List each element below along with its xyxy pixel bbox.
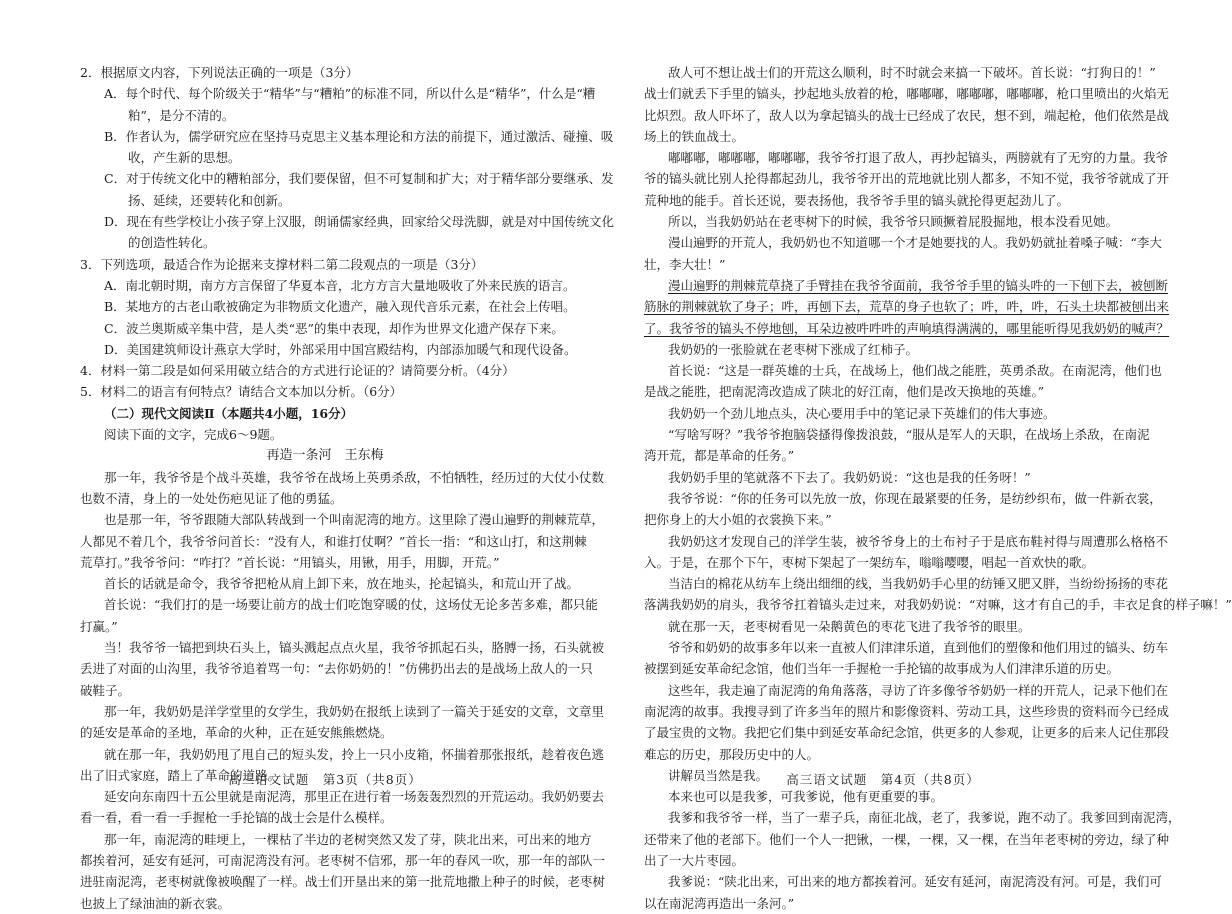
story-title: 再造一条河 王东梅 bbox=[266, 448, 384, 464]
paragraph-line: 丢进了对面的山沟里，我爷爷追着骂一句：“去你奶奶的！”仿佛扔出去的是战场上敌人的一只 bbox=[80, 661, 593, 677]
paragraph-line: 敌人可不想让战士们的开荒这么顺利，时不时就会来搞一下破坏。首长说：“打狗日的！” bbox=[668, 65, 1156, 80]
question-line: A．每个时代、每个阶级关于“精华”与“糟粕”的标准不同，所以什么是“精华”，什么是“糟 bbox=[104, 86, 596, 102]
paragraph-line: 壮，李大壮！” bbox=[644, 256, 726, 272]
paragraph-line: 我爹和我爷爷一样，当了一辈子兵，南征北战，老了，我爹说，跑不动了。我爹回到南泥湾， bbox=[668, 810, 1181, 826]
paragraph-line: 爷的镐头就比别人抡得都起劲儿，我爷爷开出的荒地就比别人都多，不知不觉，我爷爷就成了开 bbox=[644, 171, 1170, 187]
question-line: B．某地方的古老山歌被确定为非物质文化遗产，融入现代音乐元素，在社会上传唱。 bbox=[104, 299, 576, 315]
paragraph-line: 当！我爷爷一镐把到块石头上，镐头溅起点点火星，我爷爷抓起石头，胳膊一扬，石头就被 bbox=[104, 640, 605, 656]
question-line: 2．根据原文内容，下列说法正确的一项是（3分） bbox=[80, 65, 359, 80]
paragraph-line: 这些年，我走遍了南泥湾的角角落落，寻访了许多像爷爷奶奶一样的开荒人，记录下他们在 bbox=[668, 682, 1169, 698]
paragraph-line: 荒种地的能手。首长还说，要表扬他，我爷爷手里的镐头就抡得更起劲儿了。 bbox=[644, 192, 1070, 208]
paragraph-line: 了。我爷爷的镐头不停地刨，耳朵边被吽吽吽的声响填得满满的，哪里能听得见我奶奶的喊声？ bbox=[644, 320, 1170, 336]
questions-section bbox=[80, 62, 615, 445]
paragraph-line: 以在南泥湾再造出一条河。” bbox=[644, 895, 795, 911]
paragraph-line: 也是那一年，爷爷跟随大部队转战到一个叫南泥湾的地方。这里除了漫山遍野的荆棘荒草， bbox=[104, 512, 605, 528]
paragraph-line: 我奶奶的一张脸就在老枣树下涨成了红柿子。 bbox=[668, 341, 919, 357]
paragraph-line: 首长说：“我们打的是一场要让前方的战士们吃饱穿暖的仗，这场仗无论多苦多难，都只能 bbox=[104, 597, 598, 613]
question-line: （二）现代文阅读Ⅱ（本题共4小题，16分） bbox=[104, 405, 354, 421]
exam-page-4 bbox=[600, 0, 1232, 911]
paragraph-line: 我爷爷说：“你的任务可以先放一放，你现在最紧要的任务，是纺纱织布，做一件新衣裳， bbox=[668, 490, 1162, 506]
paragraph-line: 进驻南泥湾，老枣树就像被唤醒了一样。战士们开垦出来的第一批荒地撒上种子的时候，老枣树 bbox=[80, 874, 606, 890]
paragraph-line: 所以，当我奶奶站在老枣树下的时候，我爷爷只顾撅着屁股掘地，根本没看见她。 bbox=[668, 214, 1119, 230]
paragraph-line: 就在那一天，老枣树看见一朵鹅黄色的枣花飞进了我爷爷的眼里。 bbox=[668, 618, 1031, 634]
paragraph-line: 嘟嘟嘟，嘟嘟嘟，嘟嘟嘟，我爷爷打退了敌人，再抄起镐头，两膀就有了无穷的力量。我爷 bbox=[668, 150, 1169, 166]
paragraph-line: 那一年，我奶奶是洋学堂里的女学生，我奶奶在报纸上读到了一篇关于延安的文章，文章里 bbox=[104, 703, 605, 719]
paragraph-line: 场上的铁血战士。 bbox=[644, 128, 745, 144]
paragraph-line: 也数不清，身上的一处处伤疤见证了他的勇猛。 bbox=[80, 490, 343, 506]
question-line: D．美国建筑师设计燕京大学时，外部采用中国宫殿结构，内部添加暖气和现代设备。 bbox=[104, 341, 577, 357]
paragraph-line: 打赢。” bbox=[80, 618, 118, 634]
paragraph-line: 筋脉的荆棘就软了身子；吽，再刨下去，荒草的身子也软了；吽，吽，吽，石头土块都被刨出来 bbox=[644, 299, 1170, 315]
paragraph-line: 那一年，我爷爷是个战斗英雄，我爷爷在战场上英勇杀敌，不怕牺牲，经历过的大仗小仗数 bbox=[104, 469, 605, 485]
paragraph-line: 入。于是，在那个下午，枣树下架起了一架纺车，嗡嗡嘤嘤，唱起一首欢快的歌。 bbox=[644, 554, 1095, 570]
paragraph-line: 本来也可以是我爹，可我爹说，他有更重要的事。 bbox=[668, 789, 944, 805]
question-line: A．南北朝时期，南方方言保留了华夏本音，北方方言大量地吸收了外来民族的语言。 bbox=[104, 277, 576, 293]
paragraph-line: 爷爷和奶奶的故事多年以来一直被人们津津乐道，直到他们的塑像和他们用过的镐头、纺车 bbox=[668, 640, 1169, 656]
paragraph-line: 南泥湾的故事。我搜寻到了许多当年的照片和影像资料、劳动工具，这些珍贵的资料而今已经成 bbox=[644, 703, 1170, 719]
paragraph-line: 湾开荒，都是革命的任务。” bbox=[644, 448, 795, 464]
question-line: 5．材料二的语言有何特点？请结合文本加以分析。（6分） bbox=[80, 384, 403, 400]
paragraph-line: 荒草打。”我爷爷问：“咋打？”首长说：“用镐头，用锹，用手，用脚，开荒。” bbox=[80, 554, 500, 570]
question-line: C．对于传统文化中的糟粕部分，我们要保留，但不可复制和扩大；对于精华部分要继承、发 bbox=[104, 171, 614, 187]
paragraph-line: 我爹说：“陕北出来，可出来的地方都挨着河。延安有延河，南泥湾没有河。可是，我们可 bbox=[668, 874, 1162, 890]
paragraph-line: 人都见不着几个，我爷爷问首长：“没有人，和谁打仗啊？”首长一指：“和这山打，和这荆棘 bbox=[80, 533, 587, 549]
paragraph-line: 还带来了他的老部下。他们一个人一把锹，一棵，一棵，又一棵，在当年老枣树的旁边，绿了种 bbox=[644, 831, 1170, 847]
paragraph-line: 当洁白的棉花从纺车上绕出细细的线，当我奶奶手心里的纺锤又肥又胖，当纷纷扬扬的枣花 bbox=[668, 576, 1169, 592]
question-line: 4．材料一第二段是如何采用破立结合的方式进行论证的？请简要分析。（4分） bbox=[80, 363, 515, 379]
paragraph-line: 我奶奶手里的笔就落不下去了。我奶奶说：“这也是我的任务呀！” bbox=[668, 469, 1031, 485]
paragraph-line: 首长的话就是命令，我爷爷把枪从肩上卸下来，放在地头，抡起镐头，和荒山开了战。 bbox=[104, 576, 580, 592]
story-text-left bbox=[80, 467, 606, 914]
page-footer-right: 高三语文试题 第4页（共8页） bbox=[786, 772, 980, 787]
paragraph-line: 那一年，南泥湾的畦埂上，一棵枯了半边的老树突然又发了芽，陕北出来，可出来的地方 bbox=[104, 831, 592, 847]
paragraph-line: 破鞋子。 bbox=[80, 682, 131, 698]
paragraph-line: “写啥写呀？”我爷爷抱脑袋搔得像拨浪鼓，“服从是军人的天职，在战场上杀敌，在南泥 bbox=[668, 427, 1150, 443]
question-line: B．作者认为，儒学研究应在坚持马克思主义基本理论和方法的前提下，通过激活、碰撞、吸 bbox=[104, 128, 614, 144]
paragraph-line: 出了一大片枣园。 bbox=[644, 852, 745, 868]
exam-page-3 bbox=[0, 0, 615, 911]
paragraph-line: 就在那一年，我奶奶甩了甩自己的短头发，拎上一只小皮箱，怀揣着那张报纸，趁着夜色逃 bbox=[104, 746, 605, 762]
paragraph-line: 我奶奶这才发现自己的洋学生装，被爷爷身上的土布衬子于是底布鞋衬得与周遭那么格格不 bbox=[668, 533, 1169, 549]
paragraph-line: 首长说：“这是一群英雄的士兵，在战场上，他们战之能胜，英勇杀敌。在南泥湾，他们也 bbox=[668, 363, 1162, 379]
paragraph-line: 比炽烈。敌人吓坏了，敌人以为拿起镐头的战士已经成了农民，想不到，端起枪，他们依然是战 bbox=[644, 107, 1170, 123]
paragraph-line: 看一看，看一看一手握枪一手抡镐的战士会是什么模样。 bbox=[80, 810, 393, 826]
question-line: D．现在有些学校让小孩子穿上汉服，朗诵儒家经典，回家给父母洗脚，就是对中国传统文化 bbox=[104, 214, 615, 230]
paragraph-line: 把你身上的大小姐的衣裳换下来。” bbox=[644, 512, 832, 528]
paragraph-line: 都挨着河，延安有延河，可南泥湾没有河。老枣树不信邪，那一年的春风一吹，那一年的部队一 bbox=[80, 852, 606, 868]
question-line: 的创造性转化。 bbox=[128, 235, 216, 251]
paragraph-line: 延安向东南四十五公里就是南泥湾，那里正在进行着一场轰轰烈烈的开荒运动。我奶奶要去 bbox=[104, 789, 605, 805]
paragraph-line: 也披上了绿油油的新衣裳。 bbox=[80, 895, 231, 911]
paragraph-line: 的延安是革命的圣地，革命的火种，正在延安熊熊燃烧。 bbox=[80, 725, 393, 741]
paragraph-line: 是战之能胜，把南泥湾改造成了陕北的好江南，他们是改天换地的英雄。” bbox=[644, 384, 1045, 400]
paragraph-line: 难忘的历史，那段历史中的人。 bbox=[644, 746, 820, 762]
paragraph-line: 讲解员当然是我。 bbox=[668, 767, 769, 783]
question-line: 3．下列选项，最适合作为论据来支撑材料二第二段观点的一项是（3分） bbox=[80, 256, 484, 272]
paragraph-line: 落满我奶奶的肩头，我爷爷扛着镐头走过来，对我奶奶说：“对嘛，这才有自己的手，丰衣足食的样子嘛！” bbox=[644, 597, 1232, 613]
paragraph-line: 漫山遍野的荆棘荒草挠了手臂挂在我爷爷面前，我爷爷手里的镐头吽的一下刨下去，被刨断 bbox=[668, 277, 1169, 293]
question-line: 扬、延续，还要转化和创新。 bbox=[128, 192, 291, 208]
paragraph-line: 战士们就丢下手里的镐头，抄起地头放着的枪，嘟嘟嘟，嘟嘟嘟，嘟嘟嘟，枪口里喷出的火焰无 bbox=[644, 86, 1170, 102]
paragraph-line: 被摆到延安革命纪念馆，他们当年一手握枪一手抡镐的故事成为人们津津乐道的历史。 bbox=[644, 661, 1120, 677]
paragraph-line: 我奶奶一个劲儿地点头，决心要用手中的笔记录下英雄们的伟大事迹。 bbox=[668, 405, 1056, 421]
page-footer-left: 高三语文试题 第3页（共8页） bbox=[228, 772, 422, 787]
question-line: C．波兰奥斯威辛集中营，是人类“恶”的集中表现，却作为世界文化遗产保存下来。 bbox=[104, 320, 564, 336]
paragraph-line: 出了旧式家庭，踏上了革命的道路。 bbox=[80, 767, 281, 783]
question-line: 粕”，是分不清的。 bbox=[128, 107, 235, 123]
question-line: 阅读下面的文字，完成6～9题。 bbox=[104, 427, 283, 443]
question-line: 收，产生新的思想。 bbox=[128, 150, 241, 166]
paragraph-line: 漫山遍野的开荒人，我奶奶也不知道哪一个才是她要找的人。我奶奶就扯着嗓子喊：“李大 bbox=[668, 235, 1162, 251]
paragraph-line: 了最宝贵的文物。我把它们集中到延安革命纪念馆，供更多的人参观，让更多的后来人记住那段 bbox=[644, 725, 1170, 741]
